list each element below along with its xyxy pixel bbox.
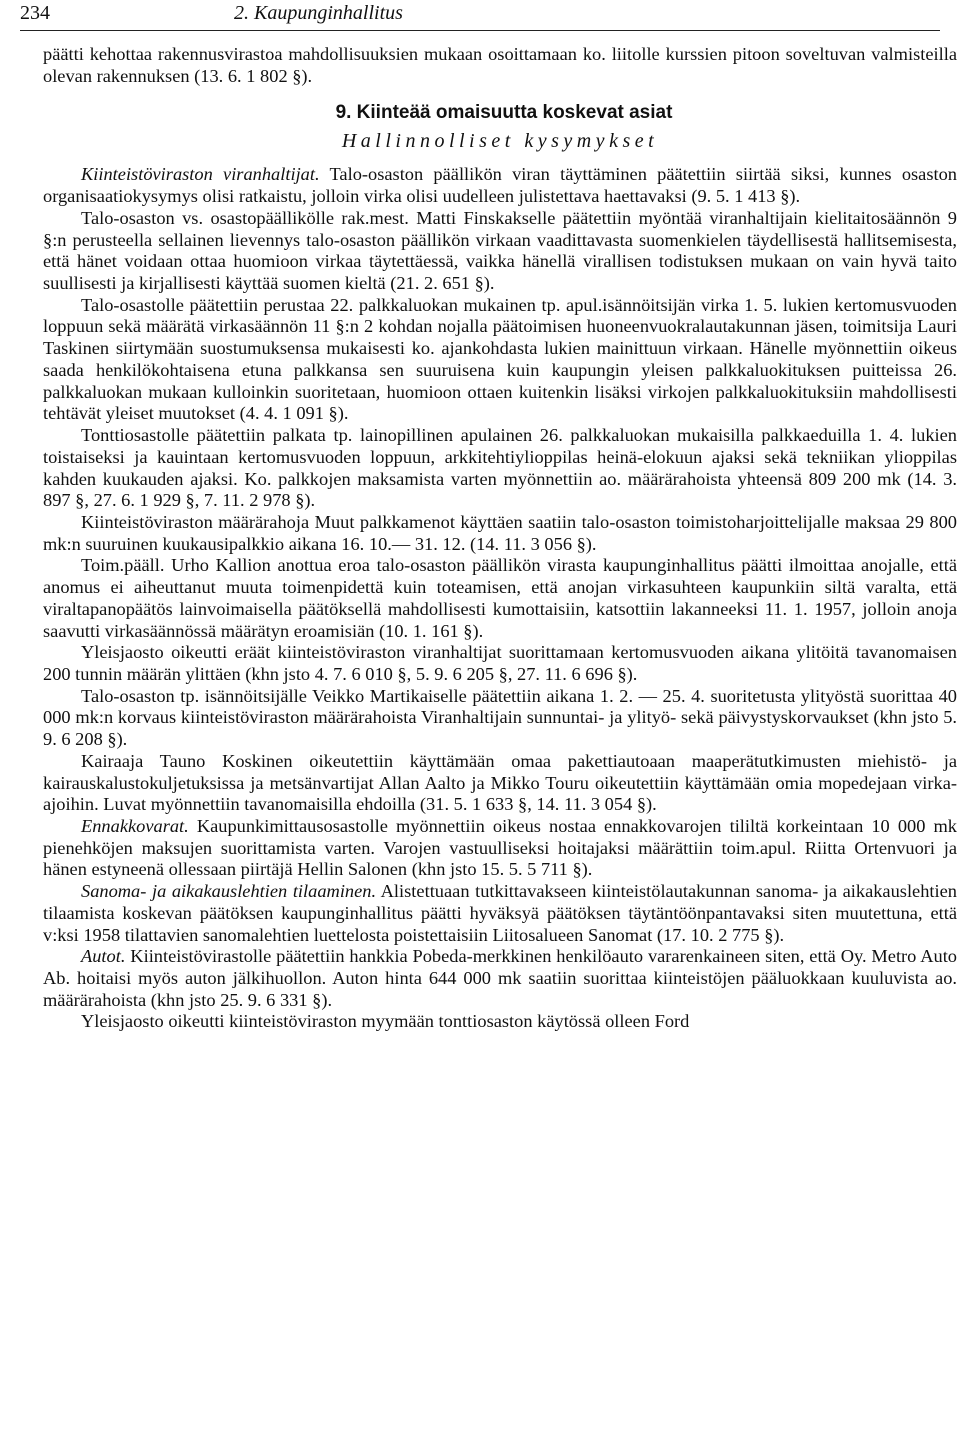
paragraph: [43, 555, 957, 642]
paragraph-text: Yleisjaosto oikeutti kiinteistöviraston myymään tonttiosaston käytössä olleen Ford: [81, 1011, 690, 1032]
paragraph: [43, 946, 957, 1011]
page-number: 234: [20, 2, 50, 24]
intro-paragraph: päätti kehottaa rakennusvirastoa mahdollisuuksien mukaan osoittamaan ko. liitolle kurssien pitoon soveltuvan valmisteilla olevan rakennuksen (13. 6. 1 802 §).: [43, 44, 957, 86]
paragraph-lead: Sanoma- ja aikakauslehtien tilaaminen.: [81, 881, 377, 902]
paragraph-text: Talo-osaston tp. isännöitsijälle Veikko Martikaiselle päätettiin aikana 1. 2. — 25. 4. suoritetusta ylityöstä suorittaa 40 000 mk:n korvaus kiinteistöviraston määrärahoista Viranhaltijain sunnuntai- ja ylityö- sekä päivystyskorvaukset (khn jsto 5. 9. 6 208 §).: [43, 685, 957, 750]
paragraph: [43, 164, 957, 207]
section-heading: 9. Kiinteää omaisuutta koskevat asiat: [335, 102, 673, 124]
paragraph-text: Talo-osastolle päätettiin perustaa 22. palkkaluokan mukainen tp. apul.isännöitsijän virka 1. 5. lukien kertomusvuoden loppuun sekä määrätä virkasäännön 11 §:n 2 kohdan nojalla päätoimisen huoneenvuokralautakunnan jäsen, toimitsija Lauri Taskinen siirtymään suostumuksensa mukaisesti ko. ajankohdasta lukien mainittuun virkaan. Hänelle myönnettiin oikeus saada henkilökohtaisena etuna palkkansa sen suuruisena kuin kaupungin yleisen palkkaluokituksen puitteissa 26. palkkaluokan mukaan kulloinkin suoritetaan, huomioon ottaen kuitenkin lisäksi virkojen palkkaluokituksiin mahdollisesti tehtävät yleiset muutokset (4. 4. 1 091 §).: [43, 294, 957, 424]
paragraph-lead: Ennakkovarat.: [81, 816, 189, 836]
paragraph-text: Alistettuaan tutkittavakseen kiinteistölautakunnan sanoma- ja aikakauslehtien tilaamista koskevan päätöksen kaupunginhallitus päätti hyväksyä päätöksen täytäntöönpantavaksi siten muutettuna, että v:ksi 1958 tilattavien sanomalehtien luettelosta poistettaisiin Liitosalueen Sanomat (17. 10. 2 775 §).: [43, 881, 957, 945]
page-header: [20, 0, 940, 31]
document-body: [43, 44, 957, 1033]
paragraph-text: Kiinteistövirastolle päätettiin hankkia Pobeda-merkkinen henkilöauto vararenkaineen siten, että Oy. Metro Auto Ab. hoitaisi myös auton jälkihuollon. Auton hinta 644 000 mk saatiin suorittaa kiinteistöjen pääluokkaan kuuluvista ao. määrärahoista (khn jsto 25. 9. 6 331 §).: [43, 946, 957, 1010]
paragraph: [43, 751, 957, 816]
paragraph-lead: Autot.: [81, 946, 126, 967]
paragraph-list: [43, 164, 957, 1033]
subheading: Hallinnolliset kysymykset: [341, 130, 659, 153]
paragraph: [43, 208, 957, 295]
paragraph-text: Talo-osaston päällikön viran täyttäminen päätettiin siirtää siksi, kunnes osaston organisaatiokysymys olisi ratkaistu, jolloin virka olisi uudelleen julistettava haettavaksi (9. 5. 1 413 §).: [43, 164, 957, 207]
paragraph-lead: Kiinteistöviraston viranhaltijat.: [81, 164, 320, 185]
paragraph: [43, 816, 957, 881]
paragraph-text: Kiinteistöviraston määrärahoja Muut palkkamenot käyttäen saatiin talo-osaston toimistoharjoittelijalle maksaa 29 800 mk:n suuruinen kuukausipalkkio aikana 16. 10.— 31. 12. (14. 11. 3 056 §).: [43, 511, 957, 554]
paragraph-text: Toim.pääll. Urho Kallion anottua eroa talo-osaston päällikön virasta kaupunginhallitus päätti ilmoittaa anojalle, että anomus ei aiheuttanut muuta toimenpidettä kuin toteamisen, että anojan virkasuhteen kaupunkiin siltä varalta, että viraltapanopäätös lainvoimaisella päätöksellä mahdollisesti kumottaisiin, katsottiin lakanneeksi 11. 1. 1957, jolloin anoja saavutti virkasäännössä määrätyn eroamisiän (10. 1. 161 §).: [43, 555, 957, 641]
paragraph: [43, 1011, 957, 1033]
paragraph: [43, 686, 957, 751]
paragraph-text: Kairaaja Tauno Koskinen oikeutettiin käyttämään omaa pakettiautoaan maaperätutkimusten miehistö- ja kairauskalustokuljetuksissa ja metsänvartijat Allan Aalto ja Mikko Touru oikeutettiin käyttämään omia mopedejaan virka-ajoihin. Luvat myönnettiin tavanomaisilla ehdoilla (31. 5. 1 633 §, 14. 11. 3 054 §).: [43, 750, 957, 815]
paragraph-text: Kaupunkimittausosastolle myönnettiin oikeus nostaa ennakkovarojen tililtä korkeintaan 10 000 mk pienehköjen maksujen suorittamista varten. Varojen vastuulliseksi hoitajaksi määrättiin toim.apul. Riitta Ortenvuori ja hänen estyneenä ollessaan piirtäjä Hellin Salonen (khn jsto 15. 5. 5 711 §).: [43, 816, 957, 880]
paragraph: [43, 881, 957, 946]
running-head: 2. Kaupunginhallitus: [234, 2, 403, 24]
paragraph: [43, 642, 957, 685]
paragraph: [43, 512, 957, 555]
paragraph: [43, 425, 957, 512]
paragraph-text: Talo-osaston vs. osastopäällikölle rak.mest. Matti Finskakselle päätettiin myöntää viranhaltijain kielitaitosäännön 9 §:n perusteella sellainen lievennys talo-osaston päällikön virkaan vaadittavasta suomenkielen täydellisestä hallitsemisesta, että hänet voidaan ottaa huomioon virkaa täytettäessä, vaikka hänellä virallisen todistuksen mukaan on vain hyvä taito suullisesti ja kirjallisesti käyttää suomen kieltä (21. 2. 651 §).: [43, 207, 957, 294]
paragraph-text: Tonttiosastolle päätettiin palkata tp. lainopillinen apulainen 26. palkkaluokan mukaisilla palkkaeduilla 1. 4. lukien toistaiseksi ja kauintaan kertomusvuoden loppuun, arkkitehtiylioppilas heinä-elokuun ajaksi sekä tekniikan ylioppilas kahden kuukauden ajaksi. Ko. palkkojen maksamista varten myönnettiin ao. määrärahoista yhteensä 809 200 mk (14. 3. 897 §, 27. 6. 1 929 §, 7. 11. 2 978 §).: [43, 425, 957, 511]
paragraph: [43, 295, 957, 425]
paragraph-text: Yleisjaosto oikeutti eräät kiinteistöviraston viranhaltijat suorittamaan kertomusvuoden aikana ylitöitä tavanomaisen 200 tunnin määrän ylittäen (khn jsto 4. 7. 6 010 §, 5. 9. 6 205 §, 27. 11. 6 696 §).: [43, 642, 957, 684]
